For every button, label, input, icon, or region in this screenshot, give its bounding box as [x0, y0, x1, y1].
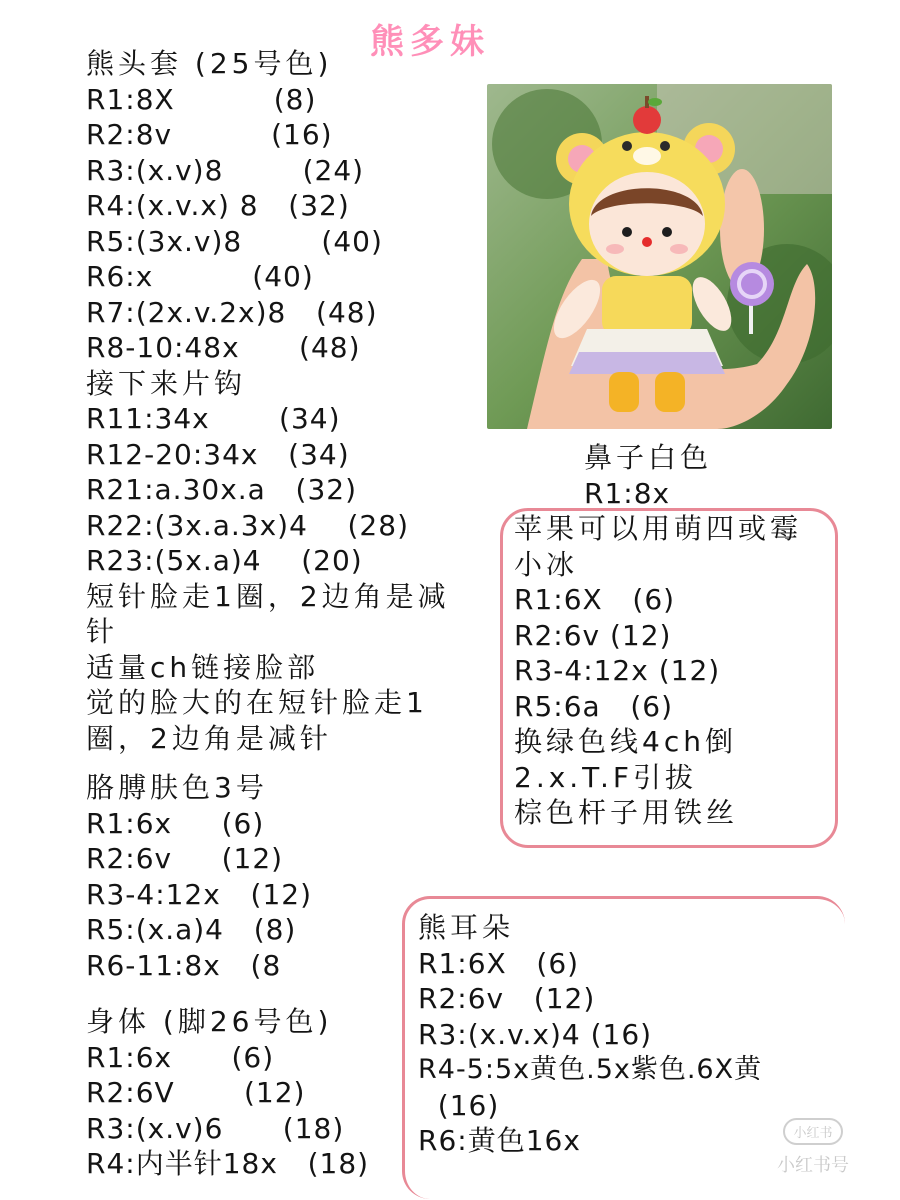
ear-row: R3:(x.v.x)4 (16)	[418, 1017, 653, 1051]
body-row: R2:6V (12)	[86, 1076, 306, 1109]
head-row: R8-10:48x (48)	[86, 331, 361, 364]
head-row: R12-20:34x (34)	[86, 437, 350, 471]
doll-photo	[487, 84, 832, 429]
apple-row: R3-4:12x (12)	[514, 654, 721, 687]
apple-note: 棕色杆子用铁丝	[514, 796, 739, 829]
head-row: R4:(x.v.x) 8 (32)	[86, 189, 350, 222]
body-heading: 身体 (脚26号色)	[86, 1005, 333, 1038]
nose-section	[584, 440, 834, 511]
arm-row: R2:6v (12)	[86, 842, 284, 875]
head-row: R23:(5x.a)4 (20)	[86, 544, 363, 577]
watermark	[768, 1118, 858, 1177]
arm-row: R5:(x.a)4 (8)	[86, 913, 297, 946]
arm-heading: 胳膊肤色3号	[86, 771, 268, 804]
head-section	[86, 46, 486, 756]
apple-row: R5:6a (6)	[514, 689, 674, 723]
ear-row: R2:6v (12)	[418, 982, 596, 1015]
head-note: 适量ch链接脸部	[86, 650, 320, 684]
ear-row: R4-5:5x黄色.5x紫色.6X黄	[418, 1054, 763, 1085]
body-row: R1:6x (6)	[86, 1040, 275, 1074]
head-row: R6:x (40)	[86, 260, 314, 293]
apple-note: 2.x.T.F引拔	[514, 760, 697, 794]
head-row: R5:(3x.v)8 (40)	[86, 224, 383, 258]
apple-row: R1:6X (6)	[514, 583, 676, 616]
head-row: R21:a.30x.a (32)	[86, 473, 358, 506]
head-heading: 熊头套 (25号色)	[86, 47, 333, 80]
body-row: R3:(x.v)6 (18)	[86, 1111, 345, 1145]
ear-row: R6:黄色16x	[418, 1124, 581, 1157]
nose-heading: 鼻子白色	[584, 441, 713, 474]
watermark-text: 小红书号	[777, 1155, 849, 1176]
head-row: R1:8X (8)	[86, 82, 317, 116]
head-note: 觉的脸大的在短针脸走1圈，2边角是减针	[86, 686, 428, 755]
apple-row: R2:6v (12)	[514, 618, 672, 652]
arm-row: R1:6x (6)	[86, 806, 265, 840]
watermark-badge: 小红书	[783, 1118, 842, 1145]
arm-row: R3-4:12x (12)	[86, 877, 312, 911]
apple-section	[514, 511, 836, 831]
flat-crochet-heading: 接下来片钩	[86, 366, 247, 400]
page-title: 熊多妹	[370, 22, 490, 62]
head-row: R22:(3x.a.3x)4 (28)	[86, 508, 409, 542]
head-row: R7:(2x.v.2x)8 (48)	[86, 295, 378, 329]
arm-row: R6-11:8x (8	[86, 948, 282, 982]
head-row: R3:(x.v)8 (24)	[86, 153, 365, 187]
head-row: R2:8v (16)	[86, 118, 333, 151]
ear-row: R1:6X (6)	[418, 946, 580, 980]
arm-section	[86, 770, 406, 983]
ear-row: (16)	[418, 1088, 500, 1122]
body-section	[86, 1004, 406, 1182]
nose-row: R1:8x	[584, 476, 671, 510]
head-row: R11:34x (34)	[86, 402, 341, 435]
body-row: R4:内半针18x (18)	[86, 1147, 370, 1180]
apple-note: 换绿色线4ch倒	[514, 725, 737, 758]
ear-heading: 熊耳朵	[418, 911, 515, 944]
head-note: 短针脸走1圈，2边角是减针	[86, 579, 450, 648]
apple-heading: 苹果可以用萌四或霉小冰	[514, 512, 803, 581]
